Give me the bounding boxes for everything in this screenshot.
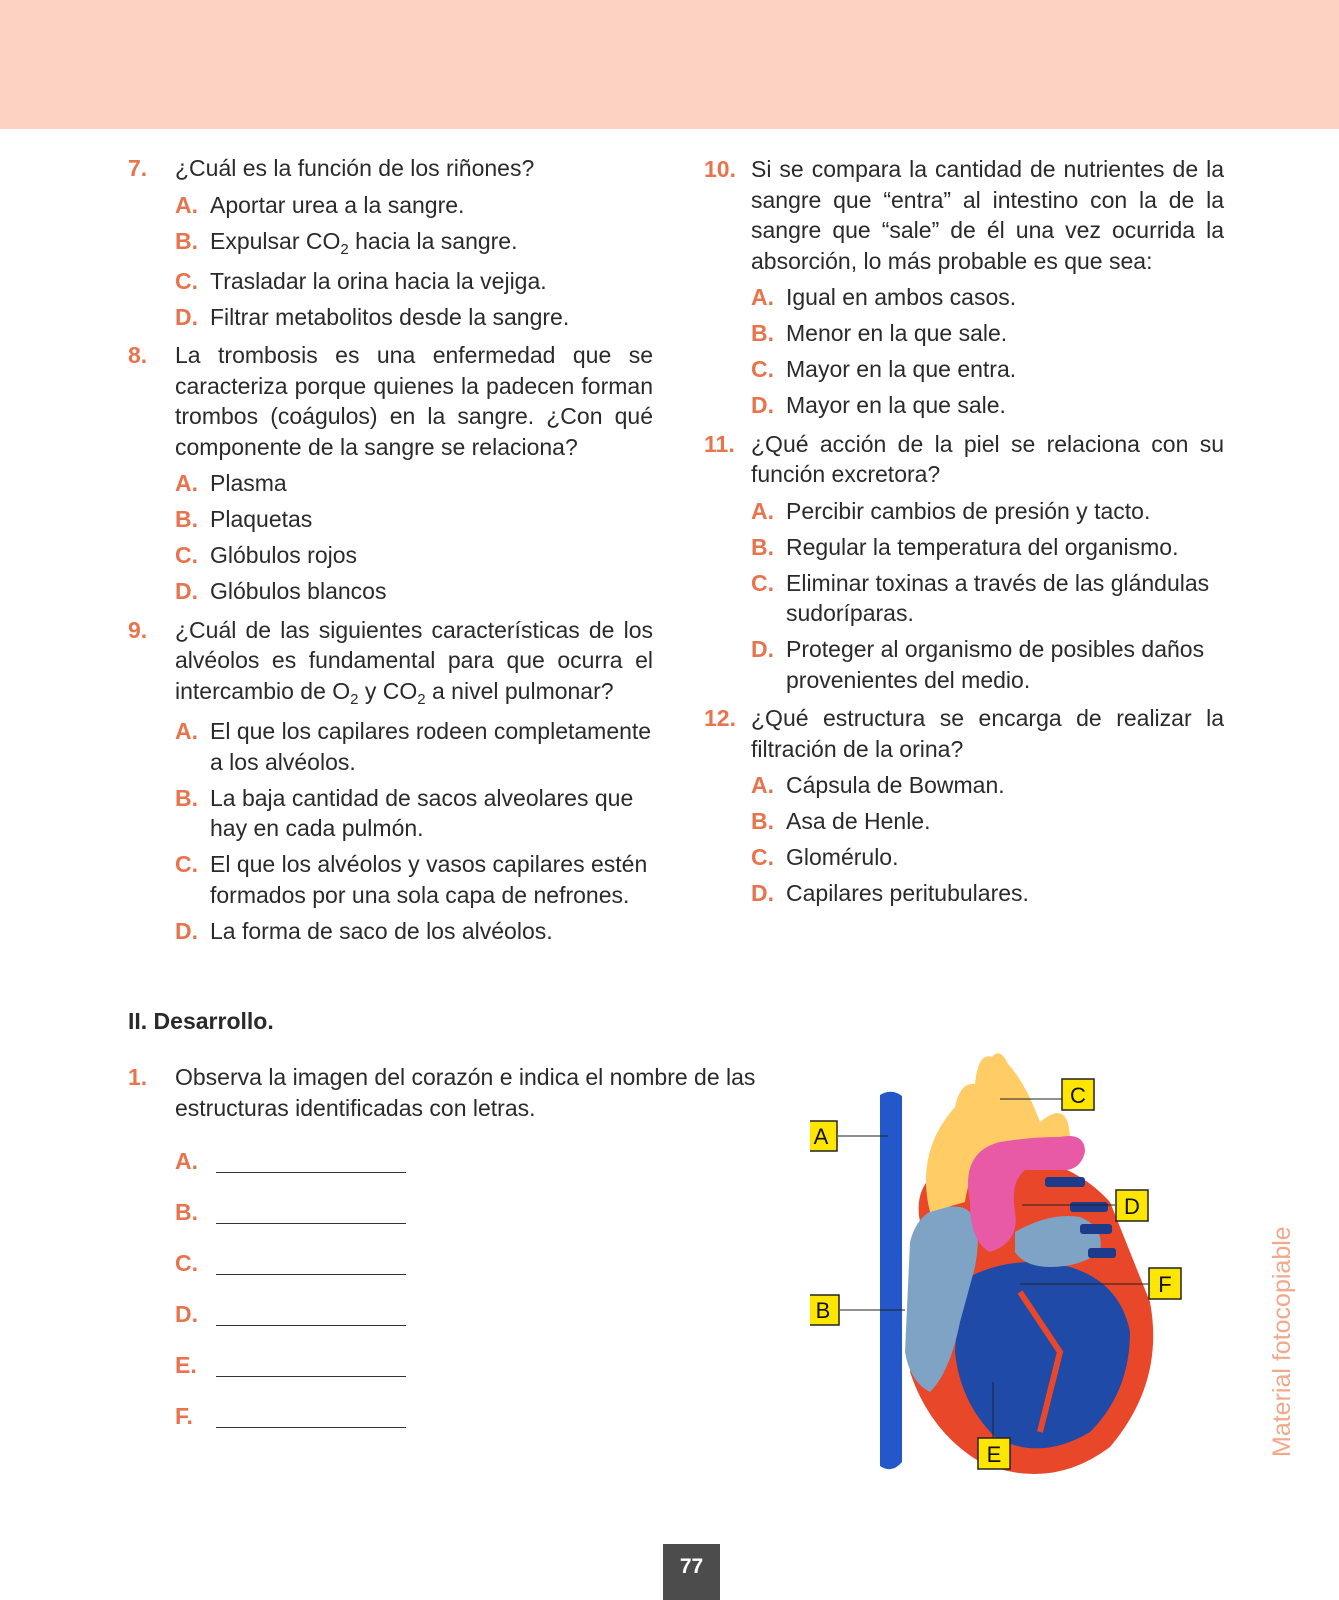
option-letter: C.	[751, 569, 774, 596]
question-11	[704, 429, 1224, 696]
label-f: F	[1158, 1272, 1172, 1297]
option-text: Igual en ambos casos.	[786, 284, 1017, 310]
option-b[interactable]	[751, 806, 1224, 837]
option-c[interactable]	[175, 540, 653, 571]
option-text: El que los alvéolos y vasos capilares estén formados por una sola capa de nefrones.	[210, 851, 648, 908]
question-text	[175, 615, 653, 711]
blank-letter: C.	[175, 1250, 198, 1276]
subscript: 2	[417, 690, 426, 708]
option-text: Plasma	[210, 470, 287, 496]
option-c[interactable]	[175, 849, 653, 910]
label-b: B	[815, 1298, 831, 1323]
answer-line[interactable]	[216, 1274, 406, 1275]
subscript: 2	[350, 690, 359, 708]
question-1-development	[128, 1062, 845, 1123]
option-letter: D.	[751, 880, 774, 906]
option-b[interactable]	[175, 783, 653, 844]
answer-line[interactable]	[216, 1223, 406, 1224]
option-letter: A.	[751, 497, 774, 524]
option-c[interactable]	[175, 266, 653, 297]
question-text-part: a nivel pulmonar?	[425, 677, 614, 704]
label-d: D	[1124, 1194, 1140, 1219]
pulmonary-vein	[1070, 1202, 1108, 1212]
question-7	[128, 153, 653, 332]
option-letter: B.	[175, 506, 198, 532]
option-letter: C.	[175, 542, 198, 568]
option-d[interactable]	[175, 302, 653, 333]
option-text: Cápsula de Bowman.	[786, 772, 1005, 798]
option-letter: B.	[175, 227, 198, 254]
heart-diagram	[810, 1052, 1230, 1514]
option-text: Asa de Henle.	[786, 808, 931, 834]
question-12	[704, 703, 1224, 909]
option-text: Filtrar metabolitos desde la sangre.	[210, 303, 570, 330]
option-letter: D.	[175, 578, 198, 604]
option-text: Mayor en la que sale.	[786, 392, 1006, 418]
answer-line[interactable]	[216, 1427, 406, 1428]
blank-letter: B.	[175, 1199, 198, 1225]
option-letter: C.	[175, 851, 198, 877]
question-9	[128, 615, 653, 947]
option-text: hacia la sangre.	[348, 227, 518, 254]
option-b[interactable]	[175, 226, 653, 261]
option-text: Eliminar toxinas a través de las glándulas sudoríparas.	[786, 569, 1210, 626]
option-letter: D.	[751, 636, 774, 662]
option-letter: A.	[175, 718, 198, 744]
option-letter: B.	[175, 784, 198, 811]
blank-letter: A.	[175, 1148, 198, 1174]
option-text: Glóbulos rojos	[210, 542, 358, 568]
right-column	[704, 154, 1224, 917]
question-number: 7.	[128, 155, 148, 181]
option-text: Expulsar CO	[210, 227, 341, 254]
option-text: El que los capilares rodeen completamente a los alvéolos.	[210, 718, 652, 775]
option-d[interactable]	[175, 576, 653, 607]
label-a: A	[813, 1124, 829, 1149]
question-number: 12.	[704, 705, 736, 731]
option-letter: B.	[751, 320, 774, 346]
question-text: Si se compara la cantidad de nutrientes de la sangre que “entra” al intestino con la de la sangre que “sale” de él una vez ocurrida la absorción, lo más probable es que sea:	[751, 156, 1224, 274]
option-text: Mayor en la que entra.	[786, 356, 1017, 382]
option-c[interactable]	[751, 842, 1224, 873]
option-d[interactable]	[175, 916, 653, 947]
blank-letter: E.	[175, 1352, 197, 1378]
option-d[interactable]	[751, 878, 1224, 909]
option-d[interactable]	[751, 634, 1224, 695]
option-text: Glóbulos blancos	[210, 578, 387, 604]
question-number: 1.	[128, 1064, 148, 1090]
subscript: 2	[340, 240, 349, 258]
option-text: Regular la temperatura del organismo.	[786, 533, 1179, 560]
pulmonary-vein	[1088, 1248, 1116, 1258]
option-letter: A.	[175, 191, 198, 218]
question-text-part: ¿Cuál de las siguientes características de los alvéolos es fundamental para que ocurra el intercambio de O	[175, 616, 653, 704]
option-c[interactable]	[751, 568, 1224, 629]
question-text: ¿Qué estructura se encarga de realizar la filtración de la orina?	[751, 705, 1224, 762]
option-a[interactable]	[175, 468, 653, 499]
option-text: Capilares peritubulares.	[786, 880, 1029, 906]
option-text: Menor en la que sale.	[786, 320, 1008, 346]
pulmonary-vein	[1045, 1177, 1085, 1187]
question-10	[704, 154, 1224, 421]
option-text: Glomérulo.	[786, 844, 899, 870]
option-d[interactable]	[751, 390, 1224, 421]
blank-letter: D.	[175, 1301, 198, 1327]
answer-line[interactable]	[216, 1325, 406, 1326]
option-letter: C.	[175, 267, 198, 294]
option-a[interactable]	[751, 282, 1224, 313]
option-letter: B.	[751, 533, 774, 560]
option-text: La baja cantidad de sacos alveolares que hay en cada pulmón.	[210, 784, 634, 841]
option-letter: D.	[175, 303, 198, 330]
option-text: Aportar urea a la sangre.	[210, 191, 465, 218]
question-text: La trombosis es una enfermedad que se caracteriza porque quienes la padecen forman trombos (coágulos) en la sangre. ¿Con qué componente de la sangre se relaciona?	[175, 342, 653, 460]
answer-line[interactable]	[216, 1376, 406, 1377]
question-number: 8.	[128, 342, 148, 368]
option-c[interactable]	[751, 354, 1224, 385]
option-b[interactable]	[751, 532, 1224, 563]
vena-cava	[880, 1092, 902, 1469]
option-letter: A.	[751, 284, 774, 310]
option-a[interactable]	[751, 496, 1224, 527]
option-letter: D.	[751, 392, 774, 418]
option-a[interactable]	[751, 770, 1224, 801]
answer-line[interactable]	[216, 1172, 406, 1173]
question-text: ¿Cuál es la función de los riñones?	[175, 155, 535, 181]
question-number: 10.	[704, 156, 736, 182]
label-e: E	[986, 1442, 1002, 1467]
option-text: Proteger al organismo de posibles daños provenientes del medio.	[786, 636, 1205, 693]
question-text: Observa la imagen del corazón e indica el nombre de las estructuras identificadas con letras.	[175, 1064, 756, 1121]
question-text-part: y CO	[358, 677, 418, 704]
option-text: Trasladar la orina hacia la vejiga.	[210, 267, 547, 294]
option-a[interactable]	[175, 190, 653, 221]
label-c: C	[1070, 1083, 1086, 1108]
question-text: ¿Qué acción de la piel se relaciona con su función excretora?	[751, 430, 1224, 487]
question-8	[128, 340, 653, 607]
blank-letter: F.	[175, 1403, 193, 1429]
option-text: Percibir cambios de presión y tacto.	[786, 497, 1151, 524]
option-letter: C.	[751, 844, 774, 870]
option-letter: C.	[751, 356, 774, 382]
option-a[interactable]	[175, 716, 653, 777]
option-b[interactable]	[175, 504, 653, 535]
question-number: 9.	[128, 616, 148, 643]
side-text-photocopiable: Material fotocopiable	[1268, 1226, 1296, 1458]
left-column	[128, 153, 653, 954]
section-title: II. Desarrollo.	[128, 1008, 274, 1034]
option-text: Plaquetas	[210, 506, 313, 532]
option-letter: B.	[751, 808, 774, 834]
option-letter: A.	[175, 470, 198, 496]
option-b[interactable]	[751, 318, 1224, 349]
header-band	[0, 0, 1339, 129]
pulmonary-vein	[1080, 1224, 1112, 1234]
question-number: 11.	[704, 430, 735, 457]
option-text: La forma de saco de los alvéolos.	[210, 917, 553, 944]
option-letter: A.	[751, 772, 774, 798]
option-letter: D.	[175, 917, 198, 944]
page-number: 77	[663, 1544, 720, 1600]
